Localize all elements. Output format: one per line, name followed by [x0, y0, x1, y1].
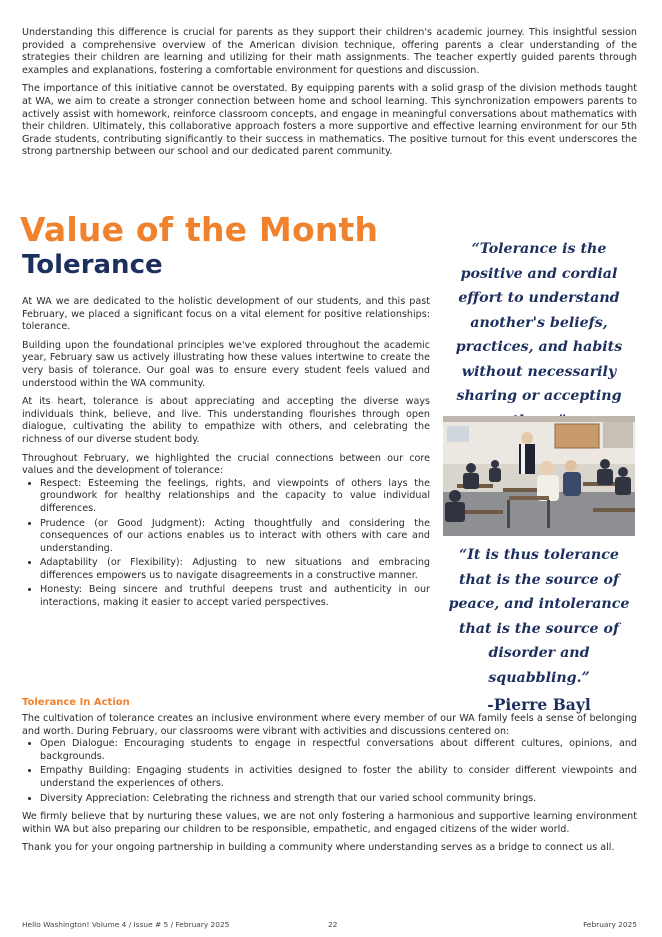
footer-publication: Hello Washington! Volume 4 / Issue # 5 / February 2025 [22, 920, 230, 929]
list-item: • Diversity Appreciation: Celebrating the richness and strength that our varied school community brings. [40, 793, 637, 806]
article-paragraph-3: At its heart, tolerance is about appreciating and accepting the diverse ways individuals think, believe, and live. This understanding flourishes through open dialogue, cultivating the ability to empathize with others, and celebrating the richness of our diverse student body. [22, 396, 430, 445]
footer-date: February 2025 [583, 920, 637, 929]
list-item: • Open Dialogue: Encouraging students to engage in respectful conversations about different cultures, opinions, and backgrounds. [40, 738, 637, 763]
intro-paragraph-2: The importance of this initiative cannot be overstated. By equipping parents with a solid grasp of the division methods taught at WA, we aim to create a stronger connection between home and school learning. This synchronization empowers parents to actively assist with homework, reinforce classroom concepts, and engage in meaningful conversations about mathematics with their children. Ultimately, this collaborative approach fosters a more supportive and effective learning environment for our 5th Grade students, contributing significantly to their success in mathematics. The positive turnout for this event underscores the strong partnership between our school and our dedicated parent community. [22, 83, 637, 158]
intro-section [22, 27, 637, 165]
list-item: • Respect: Esteeming the feelings, rights, and viewpoints of others lays the groundwork for healthy relationships and the capacity to value individual differences. [40, 478, 430, 516]
tolerance-article [22, 296, 430, 612]
page-number: 22 [328, 920, 338, 929]
article-paragraph-4: Throughout February, we highlighted the crucial connections between our core values and the development of tolerance: [22, 452, 430, 477]
quote-author: -Pierre Bayl [487, 695, 591, 714]
action-paragraph-1: The cultivation of tolerance creates an inclusive environment where every member of our WA family feels a sense of belonging and worth. During February, our classrooms were vibrant with activities and discussions centered on: [22, 713, 637, 737]
intro-paragraph-1: Understanding this difference is crucial for parents as they support their children's academic journey. This insightful session provided a comprehensive overview of the American division technique, offering parents a clear understanding of the strategies their children are learning and utilizing for their math assignments. The teacher expertly guided parents through examples and explanations, fostering a comfortable environment for questions and discussion. [22, 27, 637, 76]
list-item: • Honesty: Being sincere and truthful deepens trust and authenticity in our interactions, making it easier to accept varied perspectives. [40, 584, 430, 609]
classroom-photo [443, 416, 635, 536]
list-item: • Empathy Building: Engaging students in activities designed to foster the ability to consider different viewpoints and understand the experiences of others. [40, 765, 637, 790]
quote-text: “Tolerance is the positive and cordial effort to understand another's beliefs, practices, and habits without necessarily sharing or accepting [455, 241, 623, 404]
quote-text: “It is thus tolerance that is the source of peace, and intolerance that is the source of disorder and squabbling.” [448, 547, 630, 686]
section-title: Value of the Month [20, 210, 379, 249]
section-subtitle: Tolerance [22, 250, 163, 280]
article-paragraph-1: At WA we are dedicated to the holistic development of our students, and this past February, we placed a significant focus on a vital element for positive relationships: tolerance. [22, 296, 430, 333]
action-paragraph-2: We firmly believe that by nurturing these values, we are not only fostering a harmonious and supportive learning environment within WA but also preparing our children to be responsible, empathetic, and engaged citizens of the wider world. [22, 811, 637, 835]
tolerance-in-action-heading: Tolerance In Action [22, 697, 130, 708]
classroom-photo-image [443, 416, 635, 536]
core-values-list [22, 478, 430, 610]
quote-bayl [443, 543, 635, 718]
tolerance-in-action-section [22, 713, 637, 861]
list-item: • Prudence (or Good Judgment): Acting thoughtfully and considering the consequences of our actions enables us to interact with others with care and understanding. [40, 518, 430, 556]
article-paragraph-2: Building upon the foundational principles we've explored throughout the academic year, February saw us actively illustrating how these values intertwine to create the very basis of tolerance. Our goal was to ensure every student feels valued and understood within the WA community. [22, 339, 430, 389]
activities-list [22, 738, 637, 805]
action-paragraph-3: Thank you for your ongoing partnership in building a community where understanding serves as a bridge to connect us all. [22, 842, 615, 854]
list-item: • Adaptability (or Flexibility): Adjusting to new situations and embracing differences empowers us to navigate disagreements in a constructive manner. [40, 557, 430, 582]
